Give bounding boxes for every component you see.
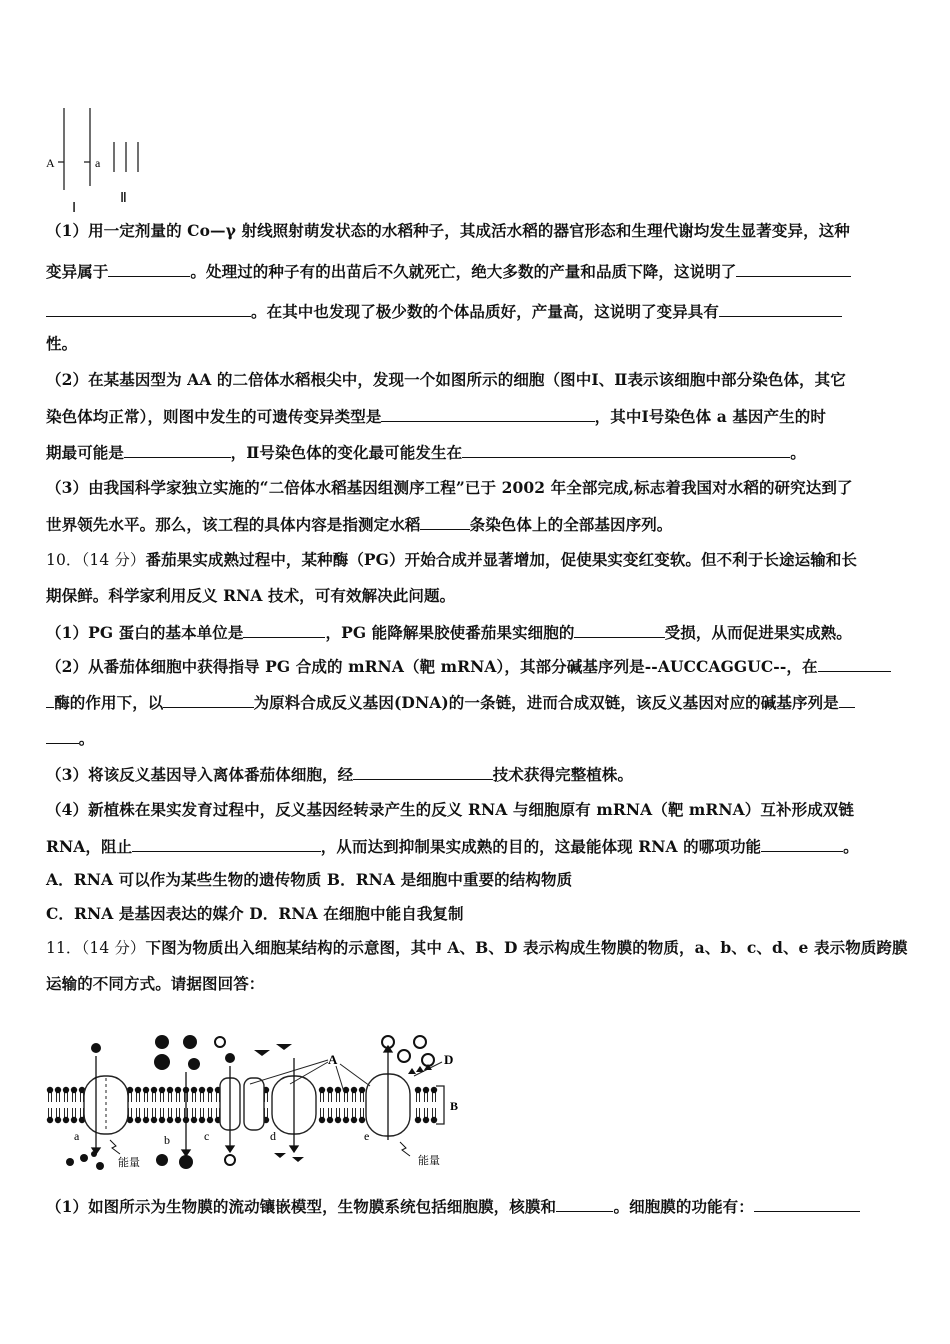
label-B: B	[450, 1099, 459, 1113]
lipid-head	[55, 1087, 61, 1093]
text-line	[46, 334, 77, 354]
line-text: A．RNA 可以作为某些生物的遗传物质 B．RNA 是细胞中重要的结构物质	[46, 870, 573, 889]
answer-blank[interactable]	[818, 656, 892, 672]
answer-blank[interactable]	[556, 1196, 613, 1212]
line-text: （3）将该反义基因导入离体番茄体细胞，经	[46, 765, 354, 784]
line-text: ，其中Ⅰ号染色体 a 基因产生的时	[594, 407, 826, 426]
line-text: 番茄果实成熟过程中，某种酶（PG）开始合成并显著增加，促使果实变红变软。但不利于长途运输和长	[145, 550, 858, 569]
line-text: 为原料合成反义基因(DNA)的一条链，进而合成双链，该反义基因对应的碱基序列是	[253, 693, 839, 712]
line-text: （1）PG 蛋白的基本单位是	[46, 623, 244, 642]
answer-blank[interactable]	[46, 301, 251, 317]
text-line	[46, 870, 572, 890]
lipid-head	[423, 1117, 429, 1123]
line-text: ，PG 能降解果胶使番茄果实细胞的	[325, 623, 575, 642]
lipid-head	[55, 1117, 61, 1123]
line-text: 染色体均正常），则图中发生的可遗传变异类型是	[46, 407, 382, 426]
text-line	[46, 261, 851, 282]
chromosome-figure	[40, 100, 160, 220]
text-line	[46, 301, 842, 322]
answer-blank[interactable]	[761, 836, 843, 852]
lipid-head	[327, 1117, 333, 1123]
chromosome-II-label: Ⅱ	[120, 191, 127, 206]
lipid-head	[191, 1087, 197, 1093]
lipid-head	[431, 1087, 437, 1093]
lipid-head	[135, 1117, 141, 1123]
line-text: 。	[78, 729, 95, 748]
lipid-head	[359, 1117, 365, 1123]
text-line	[46, 1196, 860, 1217]
label-a: a	[74, 1129, 80, 1143]
label-e: e	[364, 1129, 370, 1143]
line-text: 性。	[46, 334, 78, 353]
lipid-head	[351, 1117, 357, 1123]
answer-blank[interactable]	[108, 261, 190, 277]
lipid-head	[71, 1087, 77, 1093]
lipid-head	[47, 1087, 53, 1093]
lipid-head	[143, 1087, 149, 1093]
text-line	[46, 586, 455, 606]
lipid-head	[431, 1117, 437, 1123]
line-text: （1）用一定剂量的 Co—γ 射线照射萌发状态的水稻种子，其成活水稻的器官形态和生理代谢均发生显著变异，这种	[46, 221, 850, 240]
line-text: 条染色体上的全部基因序列。	[469, 515, 673, 534]
answer-blank[interactable]	[574, 622, 664, 638]
question-number: 11．（14 分）	[46, 939, 146, 957]
lipid-head	[71, 1117, 77, 1123]
answer-blank[interactable]	[46, 728, 79, 744]
line-text: 受损，从而促进果实成熟。	[664, 623, 852, 642]
answer-blank[interactable]	[754, 1196, 861, 1212]
text-line	[46, 656, 891, 677]
answer-blank[interactable]	[243, 622, 325, 638]
lipid-head	[167, 1087, 173, 1093]
text-line	[46, 764, 633, 785]
line-text: 。在其中也发现了极少数的个体品质好，产量高，这说明了变异具有	[251, 302, 720, 321]
line-text: 。	[790, 443, 806, 462]
gene-a-label: a	[95, 156, 101, 170]
line-text: C．RNA 是基因表达的媒介 D．RNA 在细胞中能自我复制	[46, 904, 464, 923]
answer-blank[interactable]	[124, 442, 231, 458]
lipid-head	[415, 1087, 421, 1093]
text-line	[46, 514, 672, 535]
lipid-head	[159, 1087, 165, 1093]
label-c: c	[204, 1129, 210, 1143]
line-text: ，从而达到抑制果实成熟的目的，这最能体现 RNA 的哪项功能	[320, 837, 762, 856]
label-d: d	[270, 1129, 276, 1143]
lipid-head	[327, 1087, 333, 1093]
answer-blank[interactable]	[736, 261, 851, 277]
answer-blank[interactable]	[719, 301, 842, 317]
text-line	[46, 622, 852, 643]
text-line	[46, 550, 857, 570]
answer-blank[interactable]	[420, 514, 469, 530]
text-line	[46, 221, 850, 241]
line-text: （2）从番茄体细胞中获得指导 PG 合成的 mRNA（靶 mRNA），其部分碱基序列是--AUCCAGGUC--，在	[46, 657, 818, 676]
lipid-head	[359, 1087, 365, 1093]
lipid-head	[343, 1117, 349, 1123]
energy-label-1: 能量	[118, 1156, 140, 1169]
answer-blank[interactable]	[132, 836, 321, 852]
line-text: 变异属于	[46, 262, 109, 281]
text-line	[46, 692, 855, 713]
lipid-head	[63, 1087, 69, 1093]
lipid-head	[191, 1117, 197, 1123]
lipid-head	[207, 1087, 213, 1093]
answer-blank[interactable]	[353, 764, 492, 780]
line-text: 运输的不同方式。请据图回答：	[46, 974, 265, 993]
membrane-figure	[44, 1028, 474, 1178]
answer-blank[interactable]	[839, 692, 855, 708]
text-line	[46, 800, 854, 820]
line-text: 期最可能是	[46, 443, 125, 462]
answer-blank[interactable]	[163, 692, 253, 708]
text-line	[46, 478, 853, 498]
answer-blank[interactable]	[462, 442, 790, 458]
line-text: RNA，阻止	[46, 837, 133, 856]
line-text: 下图为物质出入细胞某结构的示意图，其中 A、B、D 表示构成生物膜的物质，a、b、c、d、e 表示物质跨膜	[145, 938, 908, 957]
line-text: （3）由我国科学家独立实施的“二倍体水稻基因组测序工程”已于 2002 年全部完成,标志着我国对水稻的研究达到了	[46, 478, 853, 497]
lipid-head	[207, 1117, 213, 1123]
lipid-head	[151, 1117, 157, 1123]
answer-blank[interactable]	[381, 406, 594, 422]
lipid-head	[335, 1087, 341, 1093]
label-b: b	[164, 1133, 170, 1147]
lipid-head	[167, 1117, 173, 1123]
chromosome-I-label: Ⅰ	[72, 201, 77, 216]
line-text: 世界领先水平。那么，该工程的具体内容是指测定水稻	[46, 515, 421, 534]
lipid-head	[143, 1117, 149, 1123]
line-text: （4）新植株在果实发育过程中，反义基因经转录产生的反义 RNA 与细胞原有 mRNA（靶 mRNA）互补形成双链	[46, 800, 854, 819]
lipid-head	[151, 1087, 157, 1093]
label-D: D	[444, 1052, 454, 1067]
label-A: A	[328, 1052, 338, 1067]
line-text: ，Ⅱ号染色体的变化最可能发生在	[230, 443, 463, 462]
lipid-head	[199, 1117, 205, 1123]
text-line	[46, 904, 464, 924]
gene-A-label: A	[46, 156, 55, 170]
channel-protein-right	[244, 1078, 264, 1130]
text-line	[46, 836, 859, 857]
line-text: 。	[843, 837, 859, 856]
lipid-head	[335, 1117, 341, 1123]
text-line	[46, 728, 94, 749]
lipid-head	[319, 1087, 325, 1093]
line-text: 技术获得完整植株。	[492, 765, 634, 784]
lipid-head	[415, 1117, 421, 1123]
lipid-head	[47, 1117, 53, 1123]
text-line	[46, 370, 846, 390]
question-number: 10．（14 分）	[46, 551, 146, 569]
line-text: （1）如图所示为生物膜的流动镶嵌模型，生物膜系统包括细胞膜，核膜和	[46, 1197, 557, 1216]
line-text: 。细胞膜的功能有：	[613, 1197, 754, 1216]
text-line	[46, 974, 264, 994]
lipid-head	[423, 1087, 429, 1093]
line-text: 。处理过的种子有的出苗后不久就死亡，绝大多数的产量和品质下降，这说明了	[190, 262, 737, 281]
lipid-head	[351, 1087, 357, 1093]
lipid-head	[175, 1117, 181, 1123]
lipid-head	[159, 1117, 165, 1123]
answer-blank[interactable]	[46, 692, 54, 708]
line-text: （2）在某基因型为 AA 的二倍体水稻根尖中，发现一个如图所示的细胞（图中Ⅰ、Ⅱ表示该细胞中部分染色体，其它	[46, 370, 846, 389]
lipid-head	[135, 1087, 141, 1093]
line-text: 酶的作用下，以	[54, 693, 164, 712]
lipid-head	[63, 1117, 69, 1123]
lipid-head	[175, 1087, 181, 1093]
lipid-head	[199, 1087, 205, 1093]
text-line	[46, 406, 826, 427]
text-line	[46, 442, 806, 463]
lipid-head	[319, 1117, 325, 1123]
text-line	[46, 938, 908, 958]
energy-label-2: 能量	[418, 1154, 440, 1167]
line-text: 期保鲜。科学家利用反义 RNA 技术，可有效解决此问题。	[46, 586, 456, 605]
